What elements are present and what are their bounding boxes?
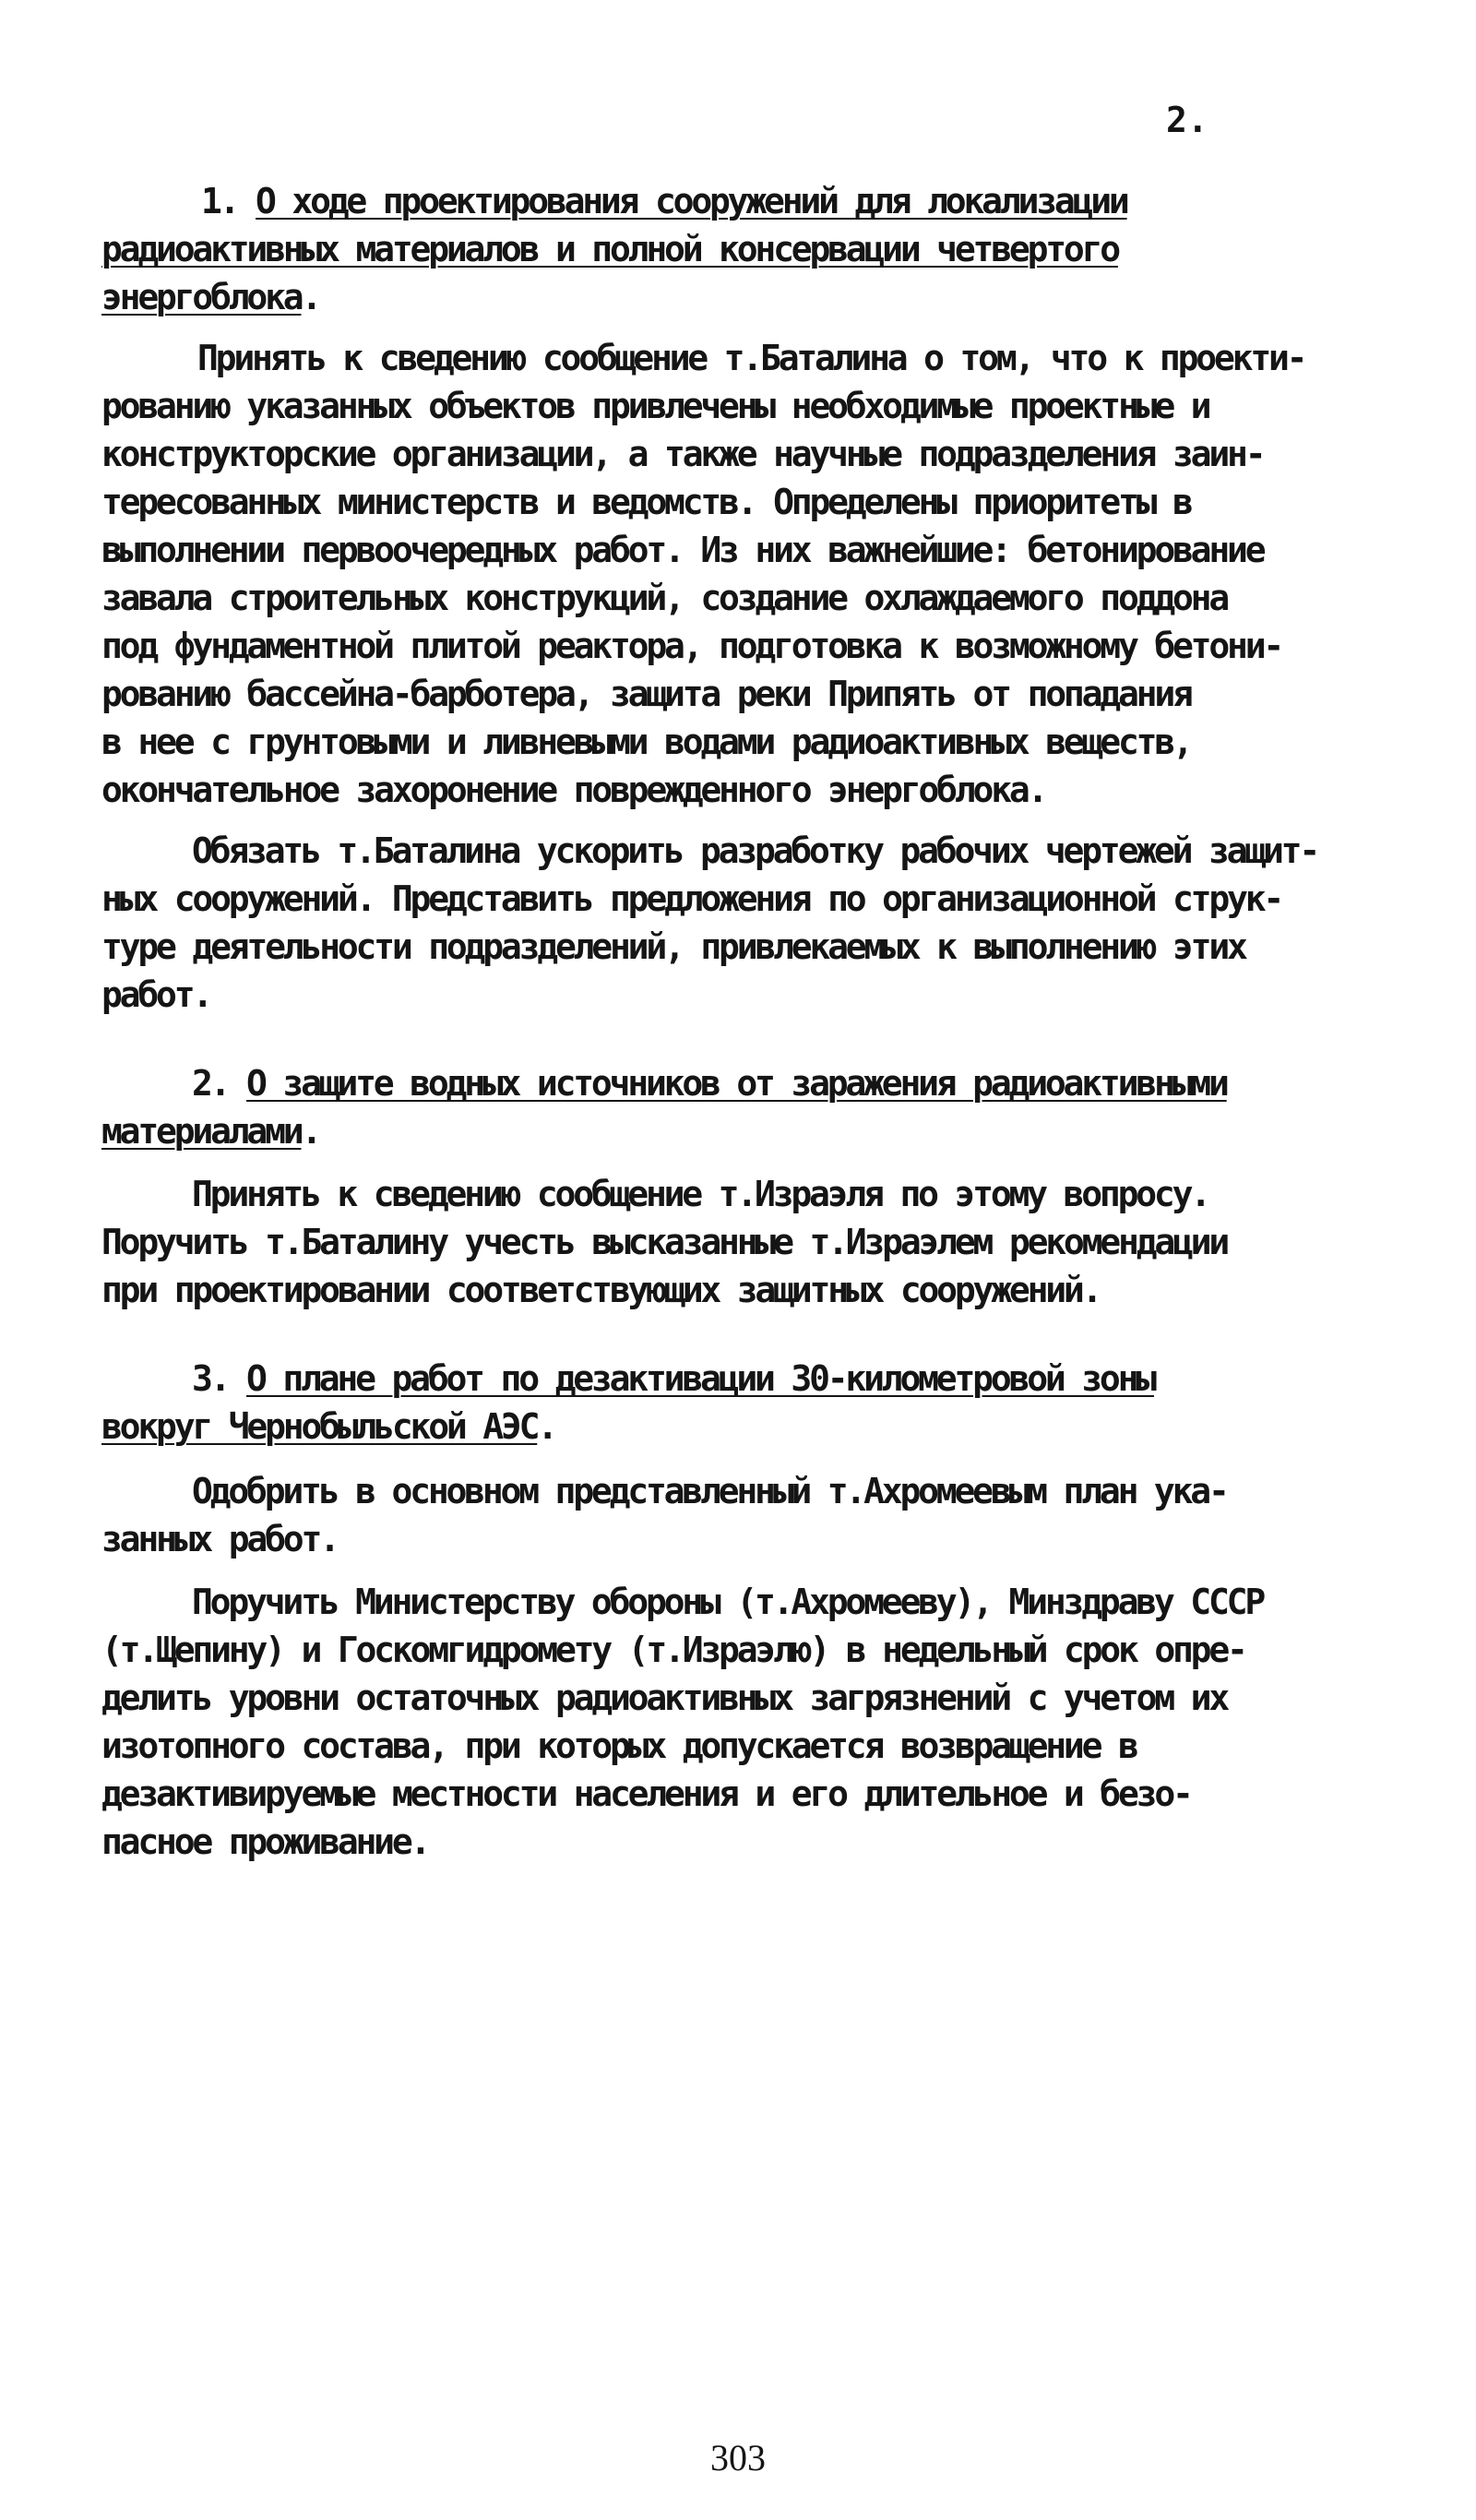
section-3-para-2-line: дезактивируемые местности населения и его длительное и безо-: [101, 1774, 1191, 1814]
section-3-heading-line-2: вокруг Чернобыльской АЭС.: [101, 1406, 555, 1447]
section-3-para-2-line: пасное проживание.: [101, 1821, 429, 1862]
section-1-para-2-line: туре деятельности подразделений, привлекаемых к выполнению этих: [101, 926, 1245, 967]
section-1-para-1-line: выполнении первоочередных работ. Из них важнейшие: бетонирование: [101, 530, 1264, 570]
section-3-para-2-line: Поручить Министерству обороны (т.Ахромееву), Минздраву СССР: [192, 1582, 1263, 1622]
section-1-para-1-line: окончательное захоронение поврежденного энергоблока.: [101, 770, 1046, 810]
section-1-para-1-line: в нее с грунтовыми и ливневыми водами радиоактивных веществ,: [101, 722, 1191, 762]
section-1-para-2-line: Обязать т.Баталина ускорить разработку рабочих чертежей защит-: [192, 830, 1318, 871]
section-2-para-line: при проектировании соответствующих защитных сооружений.: [101, 1270, 1101, 1310]
section-3-para-2-line: (т.Щепину) и Госкомгидромету (т.Израэлю) в недельный срок опре-: [101, 1630, 1245, 1670]
section-2-heading-line-1: 2. О защите водных источников от заражения радиоактивными: [192, 1063, 1227, 1104]
section-1-para-2-line: работ.: [101, 974, 211, 1015]
section-3-para-2-line: изотопного состава, при которых допускается возвращение в: [101, 1726, 1137, 1766]
section-1-para-1-line: конструкторские организации, а также научные подразделения заин-: [101, 434, 1264, 474]
section-1-para-2-line: ных сооружений. Представить предложения по организационной струк-: [101, 878, 1282, 919]
section-1-para-1-line: рованию бассейна-барботера, защита реки Припять от попадания: [101, 674, 1191, 714]
section-3-para-1-line: занных работ.: [101, 1519, 338, 1559]
section-1-heading-line-3: энергоблока.: [101, 277, 320, 317]
footer-page-number: 303: [710, 2437, 766, 2478]
section-1-para-1-line: под фундаментной плитой реактора, подготовка к возможному бетони-: [101, 626, 1282, 666]
page-number: 2.: [1166, 100, 1208, 140]
section-1-para-1-line: рованию указанных объектов привлечены необходимые проектные и: [101, 386, 1209, 426]
section-2-para-line: Принять к сведению сообщение т.Израэля по этому вопросу.: [192, 1174, 1208, 1214]
section-3-heading-line-1: 3. О плане работ по дезактивации 30-километровой зоны: [192, 1358, 1154, 1399]
section-2-para-line: Поручить т.Баталину учесть высказанные т.Израэлем рекомендации: [101, 1222, 1228, 1262]
section-1-para-1-line: тересованных министерств и ведомств. Определены приоритеты в: [101, 482, 1191, 522]
section-1-heading-line-1: 1. О ходе проектирования сооружений для локализации: [201, 181, 1127, 221]
section-3-para-1-line: Одобрить в основном представленный т.Ахромеевым план ука-: [192, 1471, 1227, 1511]
section-1-para-1-line: Принять к сведению сообщение т.Баталина о том, что к проекти-: [197, 338, 1305, 378]
section-2-heading-line-2: материалами.: [101, 1111, 320, 1152]
section-3-para-2-line: делить уровни остаточных радиоактивных загрязнений с учетом их: [101, 1678, 1228, 1718]
section-1-para-1-line: завала строительных конструкций, создание охлаждаемого поддона: [101, 578, 1228, 618]
section-1-heading-line-2: радиоактивных материалов и полной консервации четвертого: [101, 229, 1118, 269]
